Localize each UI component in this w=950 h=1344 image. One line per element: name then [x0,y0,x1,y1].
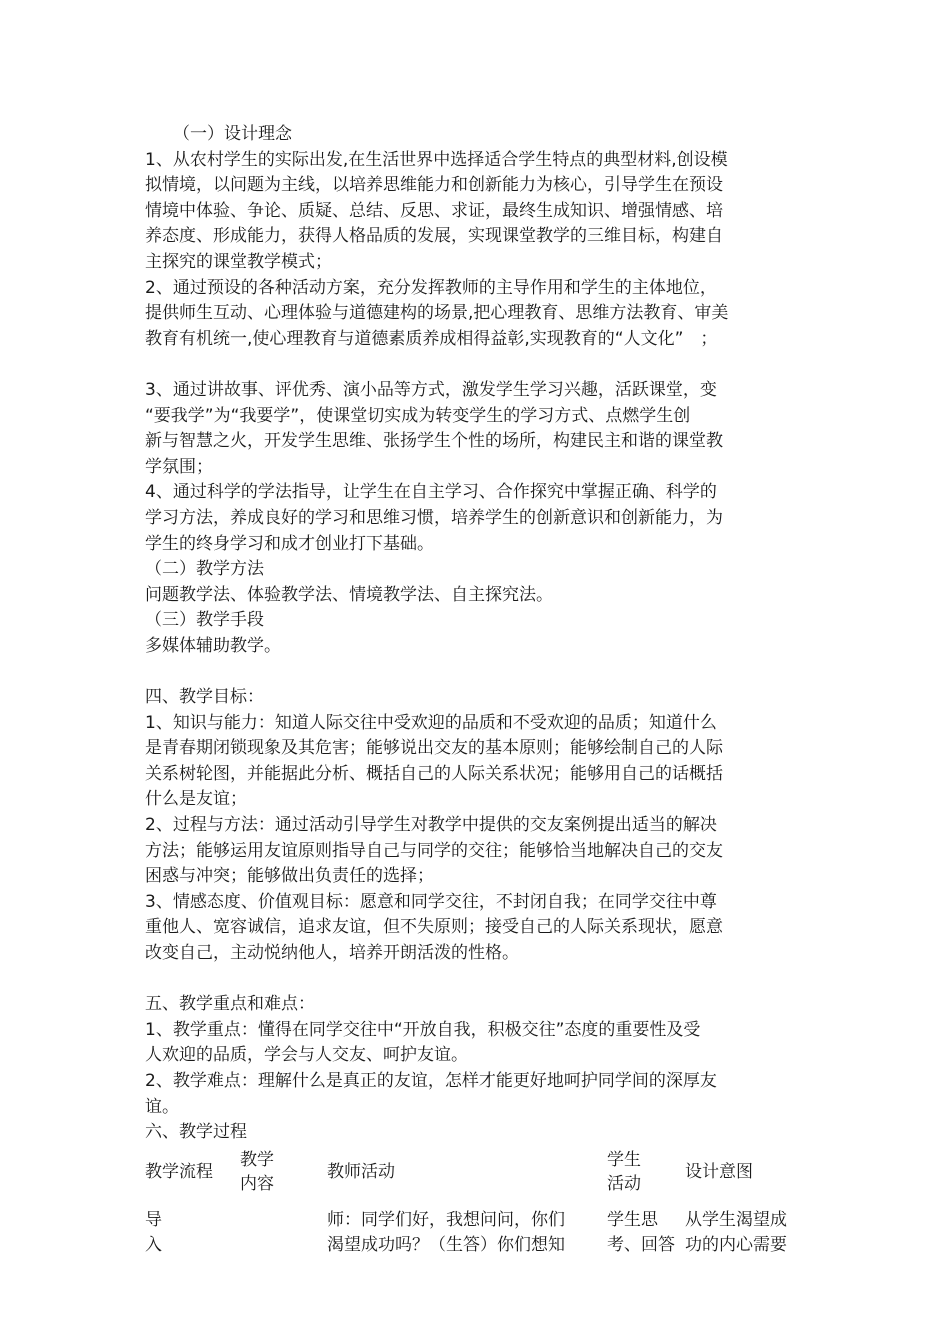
paragraph-line: 拟情境，以问题为主线，以培养思维能力和创新能力为核心，引导学生在预设 [145,175,723,196]
paragraph-line: 方法；能够运用友谊原则指导自己与同学的交往；能够恰当地解决自己的交友 [145,840,723,861]
table-header-content: 教学 [240,1149,274,1170]
table-row-teacher-activity: 渴望成功吗？（生答）你们想知 [327,1234,565,1255]
heading-key-points: 五、教学重点和难点： [145,994,315,1015]
document-body [145,122,815,1258]
teaching-process-table [145,1148,815,1258]
table-header-flow: 教学流程 [145,1161,213,1182]
paragraph-line: 新与智慧之火，开发学生思维、张扬学生个性的场所，构建民主和谐的课堂教 [145,431,723,452]
paragraph-line: 主探究的课堂教学模式； [145,251,332,272]
table-header-design-intent: 设计意图 [685,1161,753,1182]
blank-line [145,967,815,993]
paragraph-line: 4、通过科学的学法指导，让学生在自主学习、合作探究中掌握正确、科学的 [145,482,717,503]
paragraph-line: 2、通过预设的各种活动方案，充分发挥教师的主导作用和学生的主体地位， [145,277,717,298]
table-row-design-intent: 从学生渴望成 [685,1209,787,1230]
blank-line [145,659,815,685]
heading-teaching-method: （二）教学方法 [145,559,264,580]
heading-teaching-means: （三）教学手段 [145,610,264,631]
paragraph-line: “要我学”为“我要学”，使课堂切实成为转变学生的学习方式、点燃学生创 [145,405,691,426]
paragraph-line: 是青春期闭锁现象及其危害；能够说出交友的基本原则；能够绘制自己的人际 [145,738,723,759]
paragraph-line: 多媒体辅助教学。 [145,635,281,656]
paragraph-line: 1、知识与能力：知道人际交往中受欢迎的品质和不受欢迎的品质；知道什么 [145,712,717,733]
table-header-student-activity: 学生 [607,1149,641,1170]
table-row-stage: 入 [145,1234,162,1255]
paragraph-line: 2、过程与方法：通过活动引导学生对教学中提供的交友案例提出适当的解决 [145,815,717,836]
paragraph-line: 什么是友谊； [145,789,247,810]
paragraph-line: 谊。 [145,1096,179,1117]
table-row-student-activity: 考、回答 [607,1234,675,1255]
paragraph-line: 3、通过讲故事、评优秀、演小品等方式，激发学生学习兴趣，活跃课堂，变 [145,379,717,400]
paragraph-line: 问题教学法、体验教学法、情境教学法、自主探究法。 [145,584,553,605]
table-header-student-activity: 活动 [607,1173,641,1194]
paragraph-line: 教育有机统一,使心理教育与道德素质养成相得益彰,实现教育的“人文化” ； [145,328,718,349]
table-row-student-activity: 学生思 [607,1209,658,1230]
heading-teaching-process: 六、教学过程 [145,1122,247,1143]
heading-design-concept: （一）设计理念 [173,124,292,144]
paragraph-line: 学生的终身学习和成才创业打下基础。 [145,533,434,554]
paragraph-line: 学习方法，养成良好的学习和思维习惯，培养学生的创新意识和创新能力，为 [145,507,723,528]
paragraph-line: 改变自己，主动悦纳他人，培养开朗活泼的性格。 [145,943,519,963]
paragraph-line: 情境中体验、争论、质疑、总结、反思、求证，最终生成知识、增强情感、培 [145,200,723,221]
paragraph-line: 重他人、宽容诚信，追求友谊，但不失原则；接受自己的人际关系现状，愿意 [145,917,723,938]
blank-line [145,352,815,378]
table-row-stage: 导 [145,1209,162,1230]
table-header-teacher-activity: 教师活动 [327,1161,395,1182]
paragraph-line: 困惑与冲突；能够做出负责任的选择； [145,866,434,887]
heading-teaching-goals: 四、教学目标： [145,687,264,708]
paragraph-line: 1、教学重点：懂得在同学交往中“开放自我，积极交往”态度的重要性及受 [145,1019,701,1040]
table-row-design-intent: 功的内心需要 [685,1234,787,1255]
paragraph-line: 关系树轮图，并能据此分析、概括自己的人际关系状况；能够用自己的话概括 [145,763,723,784]
paragraph-line: 人欢迎的品质，学会与人交友、呵护友谊。 [145,1045,468,1066]
paragraph-line: 1、从农村学生的实际出发,在生活世界中选择适合学生特点的典型材料,创设模 [145,149,728,170]
paragraph-line: 提供师生互动、心理体验与道德建构的场景,把心理教育、思维方法教育、审美 [145,303,729,324]
paragraph-line: 3、情感态度、价值观目标：愿意和同学交往，不封闭自我；在同学交往中尊 [145,891,717,912]
paragraph-line: 养态度、形成能力，获得人格品质的发展，实现课堂教学的三维目标，构建自 [145,226,723,247]
table-row-teacher-activity: 师：同学们好，我想问问，你们 [327,1209,565,1230]
paragraph-line: 学氛围； [145,456,213,477]
table-header-content: 内容 [240,1173,274,1194]
paragraph-line: 2、教学难点：理解什么是真正的友谊，怎样才能更好地呵护同学间的深厚友 [145,1070,717,1091]
